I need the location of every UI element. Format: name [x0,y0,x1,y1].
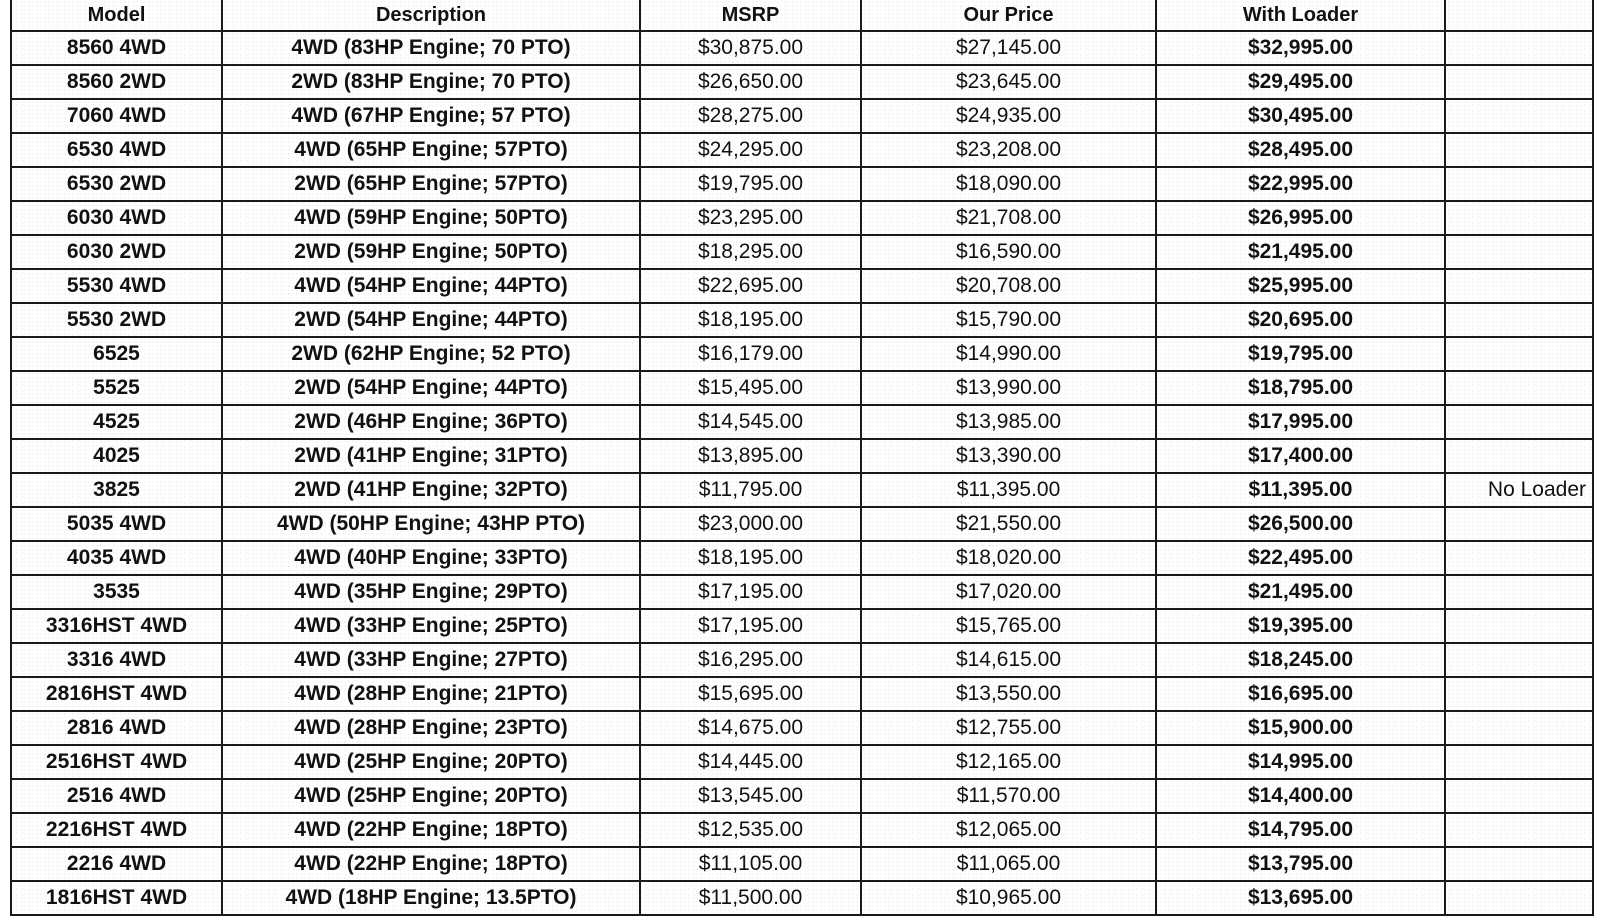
price-list-table [10,0,1594,916]
description-cell: 4WD (22HP Engine; 18PTO) [222,813,640,847]
with-loader-cell: $19,395.00 [1156,609,1445,643]
msrp-cell: $16,295.00 [640,643,861,677]
model-cell: 2216 4WD [11,847,222,881]
table-row [11,371,1593,405]
our-price-cell: $21,550.00 [861,507,1156,541]
table-row [11,541,1593,575]
header-with-loader: With Loader [1156,0,1445,31]
description-cell: 4WD (35HP Engine; 29PTO) [222,575,640,609]
header-notes [1445,0,1593,31]
model-cell: 4035 4WD [11,541,222,575]
note-cell [1445,371,1593,405]
note-cell [1445,711,1593,745]
note-cell [1445,133,1593,167]
table-row [11,201,1593,235]
msrp-cell: $13,895.00 [640,439,861,473]
our-price-cell: $23,645.00 [861,65,1156,99]
note-cell [1445,269,1593,303]
table-row [11,439,1593,473]
msrp-cell: $22,695.00 [640,269,861,303]
table-row [11,609,1593,643]
model-cell: 5525 [11,371,222,405]
description-cell: 4WD (65HP Engine; 57PTO) [222,133,640,167]
with-loader-cell: $16,695.00 [1156,677,1445,711]
our-price-cell: $12,755.00 [861,711,1156,745]
msrp-cell: $14,445.00 [640,745,861,779]
description-cell: 4WD (40HP Engine; 33PTO) [222,541,640,575]
description-cell: 2WD (65HP Engine; 57PTO) [222,167,640,201]
note-cell [1445,201,1593,235]
model-cell: 6530 4WD [11,133,222,167]
with-loader-cell: $30,495.00 [1156,99,1445,133]
our-price-cell: $11,395.00 [861,473,1156,507]
table-row [11,269,1593,303]
table-row [11,99,1593,133]
description-cell: 4WD (59HP Engine; 50PTO) [222,201,640,235]
model-cell: 5530 2WD [11,303,222,337]
msrp-cell: $18,195.00 [640,541,861,575]
note-cell [1445,99,1593,133]
msrp-cell: $14,675.00 [640,711,861,745]
description-cell: 4WD (18HP Engine; 13.5PTO) [222,881,640,915]
table-row [11,779,1593,813]
model-cell: 2516 4WD [11,779,222,813]
our-price-cell: $24,935.00 [861,99,1156,133]
table-row [11,813,1593,847]
msrp-cell: $15,695.00 [640,677,861,711]
description-cell: 4WD (22HP Engine; 18PTO) [222,847,640,881]
with-loader-cell: $14,795.00 [1156,813,1445,847]
header-model: Model [11,0,222,31]
with-loader-cell: $17,400.00 [1156,439,1445,473]
table-row [11,167,1593,201]
table-row [11,65,1593,99]
with-loader-cell: $21,495.00 [1156,235,1445,269]
description-cell: 4WD (25HP Engine; 20PTO) [222,779,640,813]
header-our-price: Our Price [861,0,1156,31]
msrp-cell: $14,545.00 [640,405,861,439]
model-cell: 2216HST 4WD [11,813,222,847]
model-cell: 8560 4WD [11,31,222,65]
description-cell: 4WD (50HP Engine; 43HP PTO) [222,507,640,541]
with-loader-cell: $14,995.00 [1156,745,1445,779]
description-cell: 4WD (33HP Engine; 27PTO) [222,643,640,677]
our-price-cell: $27,145.00 [861,31,1156,65]
our-price-cell: $23,208.00 [861,133,1156,167]
description-cell: 2WD (46HP Engine; 36PTO) [222,405,640,439]
our-price-cell: $14,615.00 [861,643,1156,677]
msrp-cell: $12,535.00 [640,813,861,847]
with-loader-cell: $28,495.00 [1156,133,1445,167]
model-cell: 3535 [11,575,222,609]
description-cell: 4WD (25HP Engine; 20PTO) [222,745,640,779]
msrp-cell: $17,195.00 [640,575,861,609]
table-row [11,677,1593,711]
with-loader-cell: $15,900.00 [1156,711,1445,745]
table-row [11,31,1593,65]
description-cell: 2WD (59HP Engine; 50PTO) [222,235,640,269]
msrp-cell: $26,650.00 [640,65,861,99]
with-loader-cell: $13,695.00 [1156,881,1445,915]
table-row [11,473,1593,507]
model-cell: 4525 [11,405,222,439]
model-cell: 4025 [11,439,222,473]
description-cell: 2WD (54HP Engine; 44PTO) [222,303,640,337]
note-cell [1445,677,1593,711]
with-loader-cell: $22,995.00 [1156,167,1445,201]
msrp-cell: $24,295.00 [640,133,861,167]
msrp-cell: $28,275.00 [640,99,861,133]
table-row [11,711,1593,745]
our-price-cell: $13,390.00 [861,439,1156,473]
note-cell [1445,303,1593,337]
header-msrp: MSRP [640,0,861,31]
msrp-cell: $18,195.00 [640,303,861,337]
with-loader-cell: $17,995.00 [1156,405,1445,439]
table-body [11,31,1593,915]
table-row [11,303,1593,337]
our-price-cell: $14,990.00 [861,337,1156,371]
with-loader-cell: $26,500.00 [1156,507,1445,541]
model-cell: 6030 4WD [11,201,222,235]
table-row [11,643,1593,677]
msrp-cell: $17,195.00 [640,609,861,643]
table-row [11,405,1593,439]
with-loader-cell: $18,795.00 [1156,371,1445,405]
note-cell [1445,31,1593,65]
our-price-cell: $18,020.00 [861,541,1156,575]
note-cell [1445,405,1593,439]
msrp-cell: $16,179.00 [640,337,861,371]
model-cell: 7060 4WD [11,99,222,133]
note-cell [1445,575,1593,609]
model-cell: 5035 4WD [11,507,222,541]
note-cell [1445,813,1593,847]
our-price-cell: $12,165.00 [861,745,1156,779]
table-row [11,847,1593,881]
description-cell: 4WD (28HP Engine; 21PTO) [222,677,640,711]
with-loader-cell: $25,995.00 [1156,269,1445,303]
our-price-cell: $20,708.00 [861,269,1156,303]
note-cell [1445,643,1593,677]
msrp-cell: $15,495.00 [640,371,861,405]
description-cell: 4WD (54HP Engine; 44PTO) [222,269,640,303]
description-cell: 2WD (62HP Engine; 52 PTO) [222,337,640,371]
note-cell [1445,745,1593,779]
description-cell: 2WD (83HP Engine; 70 PTO) [222,65,640,99]
description-cell: 4WD (67HP Engine; 57 PTO) [222,99,640,133]
table-row [11,745,1593,779]
note-cell [1445,167,1593,201]
with-loader-cell: $18,245.00 [1156,643,1445,677]
model-cell: 2816HST 4WD [11,677,222,711]
model-cell: 3316 4WD [11,643,222,677]
msrp-cell: $23,000.00 [640,507,861,541]
note-cell: No Loader [1445,473,1593,507]
msrp-cell: $23,295.00 [640,201,861,235]
model-cell: 3316HST 4WD [11,609,222,643]
description-cell: 2WD (41HP Engine; 31PTO) [222,439,640,473]
our-price-cell: $16,590.00 [861,235,1156,269]
our-price-cell: $18,090.00 [861,167,1156,201]
model-cell: 3825 [11,473,222,507]
note-cell [1445,65,1593,99]
note-cell [1445,881,1593,915]
with-loader-cell: $19,795.00 [1156,337,1445,371]
model-cell: 5530 4WD [11,269,222,303]
model-cell: 6530 2WD [11,167,222,201]
description-cell: 4WD (83HP Engine; 70 PTO) [222,31,640,65]
msrp-cell: $13,545.00 [640,779,861,813]
model-cell: 8560 2WD [11,65,222,99]
with-loader-cell: $11,395.00 [1156,473,1445,507]
table-row [11,881,1593,915]
model-cell: 1816HST 4WD [11,881,222,915]
note-cell [1445,235,1593,269]
description-cell: 4WD (33HP Engine; 25PTO) [222,609,640,643]
msrp-cell: $30,875.00 [640,31,861,65]
our-price-cell: $13,985.00 [861,405,1156,439]
our-price-cell: $13,990.00 [861,371,1156,405]
our-price-cell: $15,790.00 [861,303,1156,337]
model-cell: 2816 4WD [11,711,222,745]
model-cell: 6525 [11,337,222,371]
note-cell [1445,541,1593,575]
with-loader-cell: $32,995.00 [1156,31,1445,65]
with-loader-cell: $20,695.00 [1156,303,1445,337]
table-row [11,575,1593,609]
note-cell [1445,779,1593,813]
table-row [11,507,1593,541]
description-cell: 2WD (54HP Engine; 44PTO) [222,371,640,405]
our-price-cell: $12,065.00 [861,813,1156,847]
our-price-cell: $15,765.00 [861,609,1156,643]
table-header [11,0,1593,31]
header-row [11,0,1593,31]
with-loader-cell: $13,795.00 [1156,847,1445,881]
table-row [11,235,1593,269]
with-loader-cell: $29,495.00 [1156,65,1445,99]
table-row [11,133,1593,167]
note-cell [1445,439,1593,473]
msrp-cell: $11,105.00 [640,847,861,881]
msrp-cell: $11,795.00 [640,473,861,507]
with-loader-cell: $26,995.00 [1156,201,1445,235]
with-loader-cell: $22,495.00 [1156,541,1445,575]
our-price-cell: $10,965.00 [861,881,1156,915]
model-cell: 6030 2WD [11,235,222,269]
with-loader-cell: $21,495.00 [1156,575,1445,609]
our-price-cell: $11,065.00 [861,847,1156,881]
header-description: Description [222,0,640,31]
description-cell: 2WD (41HP Engine; 32PTO) [222,473,640,507]
note-cell [1445,337,1593,371]
msrp-cell: $11,500.00 [640,881,861,915]
our-price-cell: $21,708.00 [861,201,1156,235]
note-cell [1445,507,1593,541]
note-cell [1445,609,1593,643]
description-cell: 4WD (28HP Engine; 23PTO) [222,711,640,745]
table-row [11,337,1593,371]
our-price-cell: $13,550.00 [861,677,1156,711]
model-cell: 2516HST 4WD [11,745,222,779]
note-cell [1445,847,1593,881]
our-price-cell: $17,020.00 [861,575,1156,609]
msrp-cell: $18,295.00 [640,235,861,269]
msrp-cell: $19,795.00 [640,167,861,201]
with-loader-cell: $14,400.00 [1156,779,1445,813]
our-price-cell: $11,570.00 [861,779,1156,813]
